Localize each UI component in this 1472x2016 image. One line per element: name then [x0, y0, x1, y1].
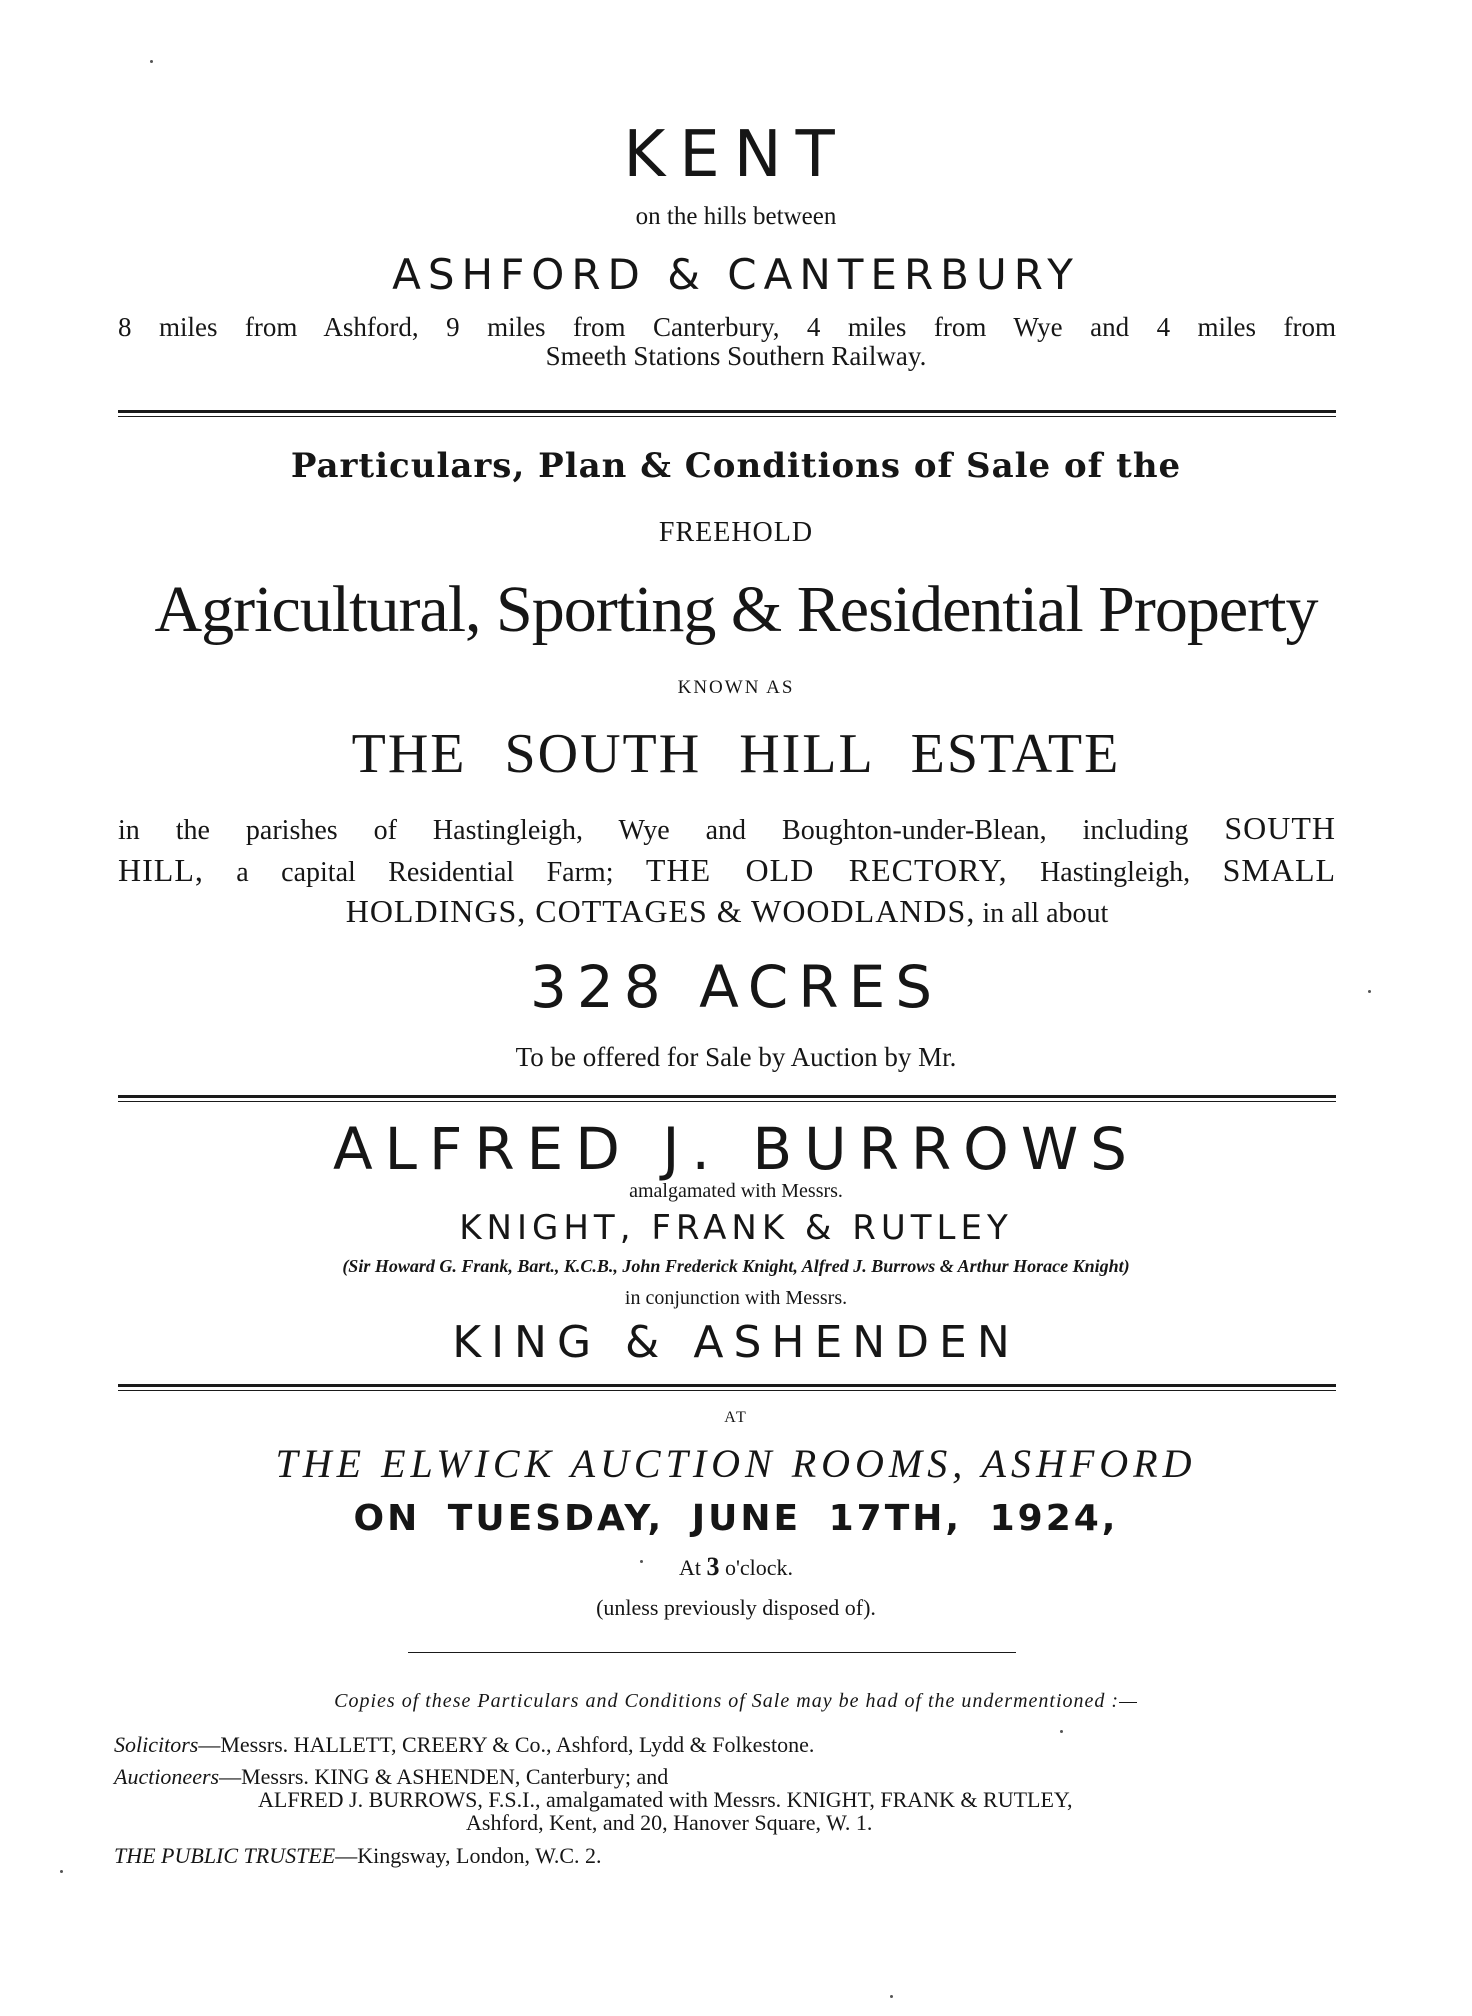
- towns-heading: ASHFORD & CANTERBURY: [392, 250, 1080, 299]
- partners-line: (Sir Howard G. Frank, Bart., K.C.B., John Frederick Knight, Alfred J. Burrows & Arthur Horace Knight): [342, 1256, 1130, 1276]
- auctioneer-name: ALFRED J. BURROWS: [332, 1115, 1140, 1183]
- divider: [408, 1652, 1016, 1653]
- auction-offer-line: To be offered for Sale by Auction by Mr.: [515, 1042, 957, 1072]
- double-rule: [118, 1384, 1336, 1391]
- unless-line: (unless previously disposed of).: [596, 1595, 876, 1620]
- firm-name: KNIGHT, FRANK & RUTLEY: [459, 1208, 1013, 1248]
- amalgamated-line: amalgamated with Messrs.: [629, 1180, 843, 1202]
- hills-line: on the hills between: [635, 203, 837, 230]
- print-speck: [1368, 990, 1371, 993]
- property-type-heading: Agricultural, Sporting & Residential Property: [154, 573, 1318, 646]
- ashford-address-line: Ashford, Kent, and 20, Hanover Square, W. 1.: [466, 1810, 873, 1835]
- conjunction-line: in conjunction with Messrs.: [624, 1287, 848, 1309]
- known-as-label: KNOWN AS: [677, 677, 795, 698]
- public-trustee-line: THE PUBLIC TRUSTEE—Kingsway, London, W.C. 2.: [114, 1843, 602, 1868]
- freehold-label: FREEHOLD: [658, 517, 814, 548]
- double-rule: [118, 410, 1336, 417]
- at-label: AT: [724, 1409, 748, 1426]
- estate-description-line-3: HOLDINGS, COTTAGES & WOODLANDS, in all about: [345, 893, 1109, 929]
- distances-line-2: Smeeth Stations Southern Railway.: [545, 341, 927, 371]
- particulars-heading: Particulars, Plan & Conditions of Sale of the: [290, 446, 1182, 486]
- solicitors-line: Solicitors—Messrs. HALLETT, CREERY & Co., Ashford, Lydd & Folkestone.: [114, 1732, 815, 1757]
- estate-description-line-1: in the parishes of Hastingleigh, Wye and Boughton-under-Blean, including SOUTH: [118, 810, 1336, 846]
- second-firm-name: KING & ASHENDEN: [452, 1317, 1020, 1368]
- print-speck: [150, 60, 153, 63]
- print-speck: [640, 1560, 643, 1563]
- double-rule: [118, 1095, 1336, 1102]
- burrows-address-line: ALFRED J. BURROWS, F.S.I., amalgamated with Messrs. KNIGHT, FRANK & RUTLEY,: [258, 1787, 1073, 1812]
- print-speck: [890, 1995, 893, 1998]
- auction-date: ON TUESDAY, JUNE 17TH, 1924,: [353, 1498, 1119, 1539]
- estate-name-heading: THE SOUTH HILL ESTATE: [351, 723, 1121, 785]
- acreage-heading: 328 ACRES: [529, 953, 943, 1021]
- venue-heading: THE ELWICK AUCTION ROOMS, ASHFORD: [275, 1441, 1197, 1486]
- distances-line-1: 8 miles from Ashford, 9 miles from Canterbury, 4 miles from Wye and 4 miles from: [118, 312, 1336, 342]
- estate-description-line-2: HILL, a capital Residential Farm; THE OLD RECTORY, Hastingleigh, SMALL: [118, 852, 1337, 888]
- auctioneers-line: Auctioneers—Messrs. KING & ASHENDEN, Canterbury; and: [114, 1764, 669, 1789]
- auction-time: At 3 o'clock.: [678, 1552, 794, 1581]
- copies-note: Copies of these Particulars and Conditions of Sale may be had of the undermentioned :—: [334, 1690, 1138, 1712]
- print-speck: [60, 1870, 63, 1873]
- print-speck: [1060, 1730, 1063, 1733]
- county-heading: KENT: [623, 118, 849, 192]
